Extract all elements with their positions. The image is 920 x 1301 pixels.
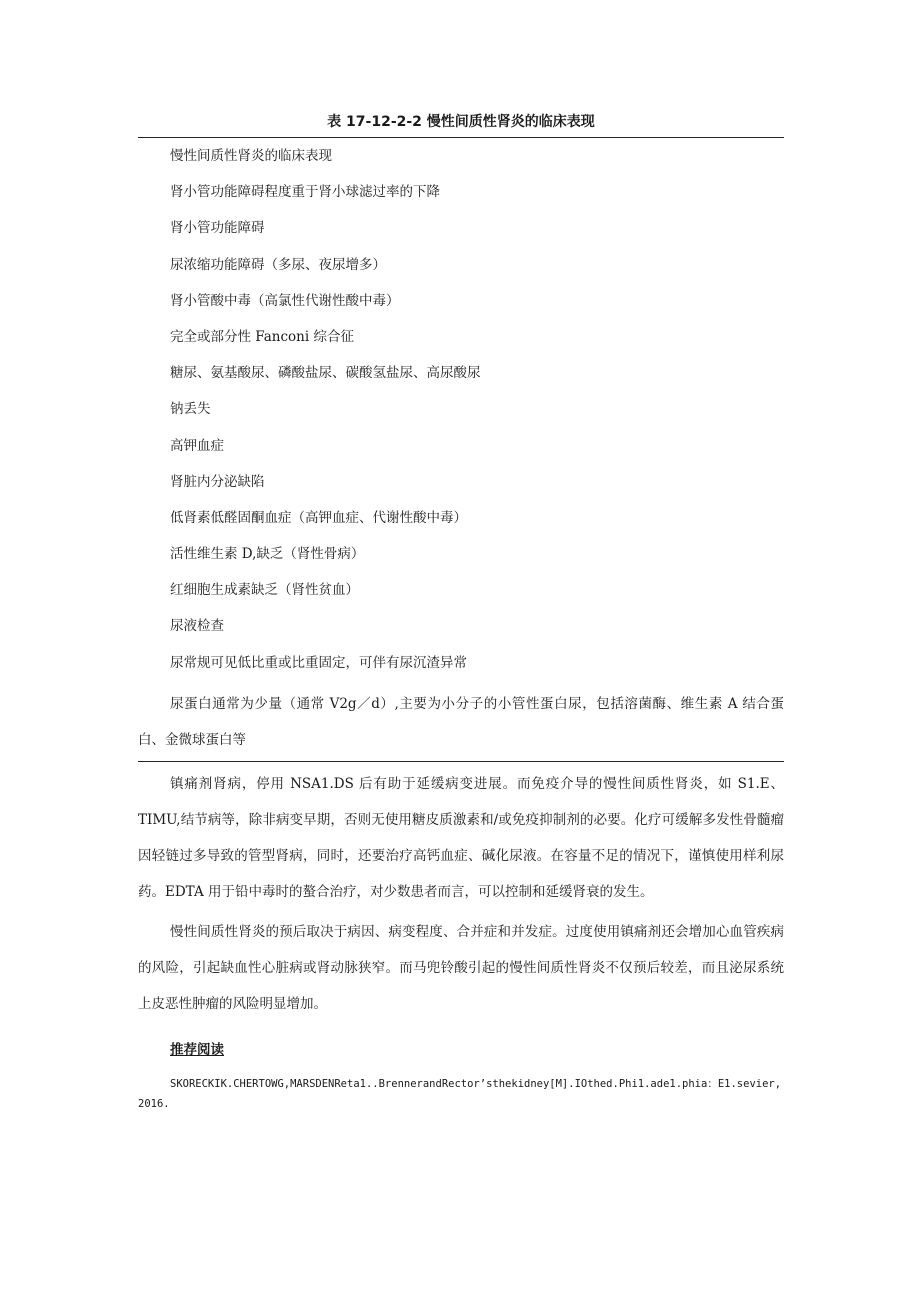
table-row: 钠丢失 xyxy=(170,401,211,418)
table-row: 红细胞生成素缺乏（肾性贫血） xyxy=(170,582,359,599)
table-row: 活性维生素 D,缺乏（肾性骨病） xyxy=(170,546,365,563)
document-page xyxy=(138,112,784,1114)
table-row: 肾脏内分泌缺陷 xyxy=(170,473,265,490)
clinical-manifestations-table xyxy=(138,138,784,762)
table-row: 慢性间质性肾炎的临床表现 xyxy=(170,148,332,164)
table-row: 完全或部分性 Fanconi 综合征 xyxy=(170,328,354,345)
table-row: 高钾血症 xyxy=(170,437,224,454)
table-row: 肾小管酸中毒（高氯性代谢性酸中毒） xyxy=(170,292,400,309)
recommended-reading-heading: 推荐阅读 xyxy=(170,1041,224,1058)
prognosis-paragraph: 慢性间质性肾炎的预后取决于病因、病变程度、合并症和并发症。过度使用镇痛剂还会增加心血管疾病的风险，引起缺血性心脏病或肾动脉狭窄。而马兜铃酸引起的慢性间质性肾炎不仅预后较差，而且泌尿系统上皮恶性肿瘤的风险明显增加。 xyxy=(138,923,784,1012)
table-row: 尿蛋白通常为少量（通常 V2g／d）,主要为小分子的小管性蛋白尿，包括溶菌酶、维生素 A 结合蛋白、金微球蛋白等 xyxy=(138,695,784,748)
table-title: 表 17-12-2-2 慢性间质性肾炎的临床表现 xyxy=(138,112,784,138)
table-row: 尿液检查 xyxy=(170,618,224,635)
table-row: 肾小管功能障碍 xyxy=(170,220,265,237)
table-row: 糖尿、氨基酸尿、磷酸盐尿、碳酸氢盐尿、高尿酸尿 xyxy=(170,365,481,382)
reference-entry: SKORECKIK.CHERTOWG,MARSDENReta1..BrennerandRector’sthekidney[M].IOthed.Phi1.ade1.phia：E1.sevier,2016. xyxy=(138,1077,782,1110)
table-row: 肾小管功能障碍程度重于肾小球滤过率的下降 xyxy=(170,184,440,201)
table-row: 尿常规可见低比重或比重固定，可伴有尿沉渣异常 xyxy=(170,654,467,671)
treatment-paragraph: 镇痛剂肾病，停用 NSA1.DS 后有助于延缓病变进展。而免疫介导的慢性间质性肾炎，如 S1.E、TIMU,结节病等，除非病变早期，否则无使用糖皮质激素和/或免疫抑制剂的必要。化疗可缓解多发性骨髓瘤因轻链过多导致的管型肾病，同时，还要治疗高钙血症、碱化尿液。在容量不足的情况下，谨慎使用样利尿药。EDTA 用于铅中毒时的螯合治疗，对少数患者而言，可以控制和延缓肾衰的发生。 xyxy=(138,775,784,900)
table-row: 低肾素低醛固酮血症（高钾血症、代谢性酸中毒） xyxy=(170,509,467,526)
table-row: 尿浓缩功能障碍（多尿、夜尿增多） xyxy=(170,256,386,273)
